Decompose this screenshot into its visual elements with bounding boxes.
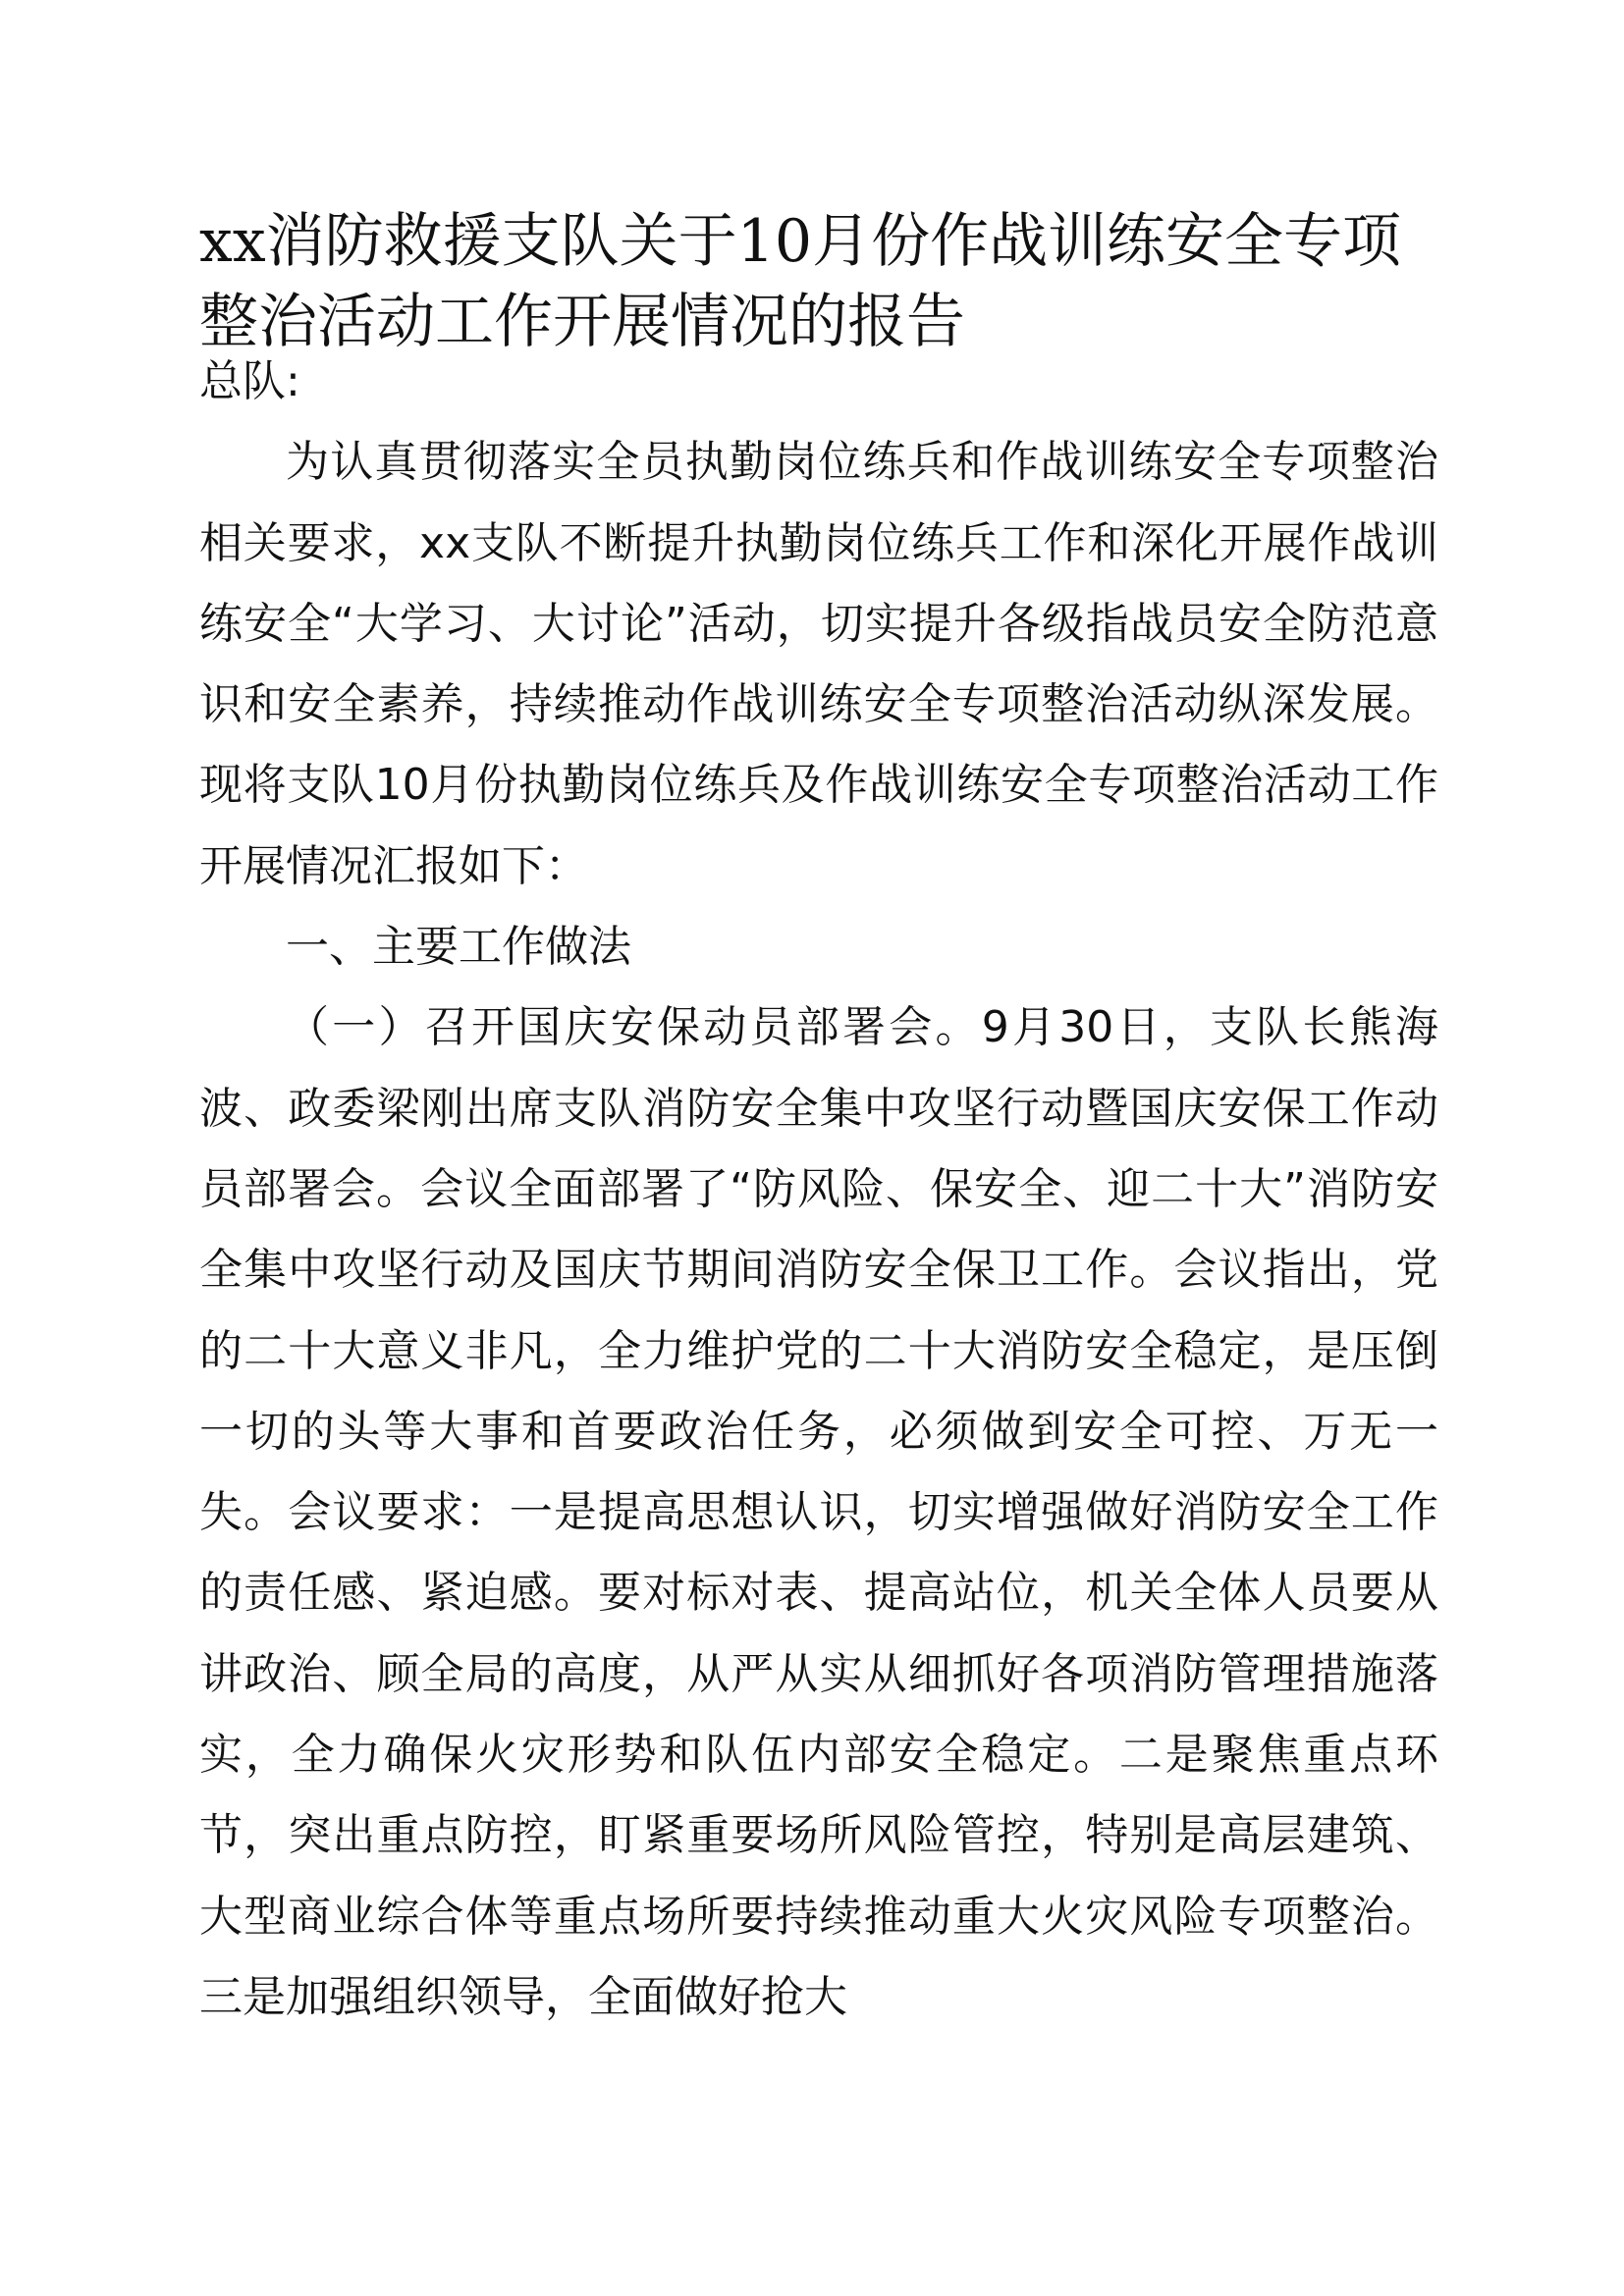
paragraph-intro: 为认真贯彻落实全员执勤岗位练兵和作战训练安全专项整治相关要求，xx支队不断提升执勤岗位练兵工作和深化开展作战训练安全“大学习、大讨论”活动，切实提升各级指战员安全防范意识和安全素养，持续推动作战训练安全专项整治活动纵深发展。现将支队10月份执勤岗位练兵及作战训练安全专项整治活动工作开展情况汇报如下： [199, 437, 1438, 891]
document-title: xx消防救援支队关于10月份作战训练安全专项整治活动工作开展情况的报告 [199, 207, 1402, 356]
paragraph-section-1: （一）召开国庆安保动员部署会。9月30日，支队长熊海波、政委梁刚出席支队消防安全集中攻坚行动暨国庆安保工作动员部署会。会议全面部署了“防风险、保安全、迎二十大”消防安全集中攻坚行动及国庆节期间消防安全保卫工作。会议指出，党的二十大意义非凡，全力维护党的二十大消防安全稳定，是压倒一切的头等大事和首要政治任务，必须做到安全可控、万无一失。会议要求：一是提高思想认识，切实增强做好消防安全工作的责任感、紧迫感。要对标对表、提高站位，机关全体人员要从讲政治、顾全局的高度，从严从实从细抓好各项消防管理措施落实，全力确保火灾形势和队伍内部安全稳定。二是聚焦重点环节，突出重点防控，盯紧重要场所风险管控，特别是高层建筑、大型商业综合体等重点场所要持续推动重大火灾风险专项整治。三是加强组织领导，全面做好抢大 [199, 1002, 1438, 2022]
salutation: 总队: [199, 356, 300, 406]
section-heading-main-practices: 一、主要工作做法 [286, 922, 631, 973]
document-body [199, 342, 1438, 2038]
